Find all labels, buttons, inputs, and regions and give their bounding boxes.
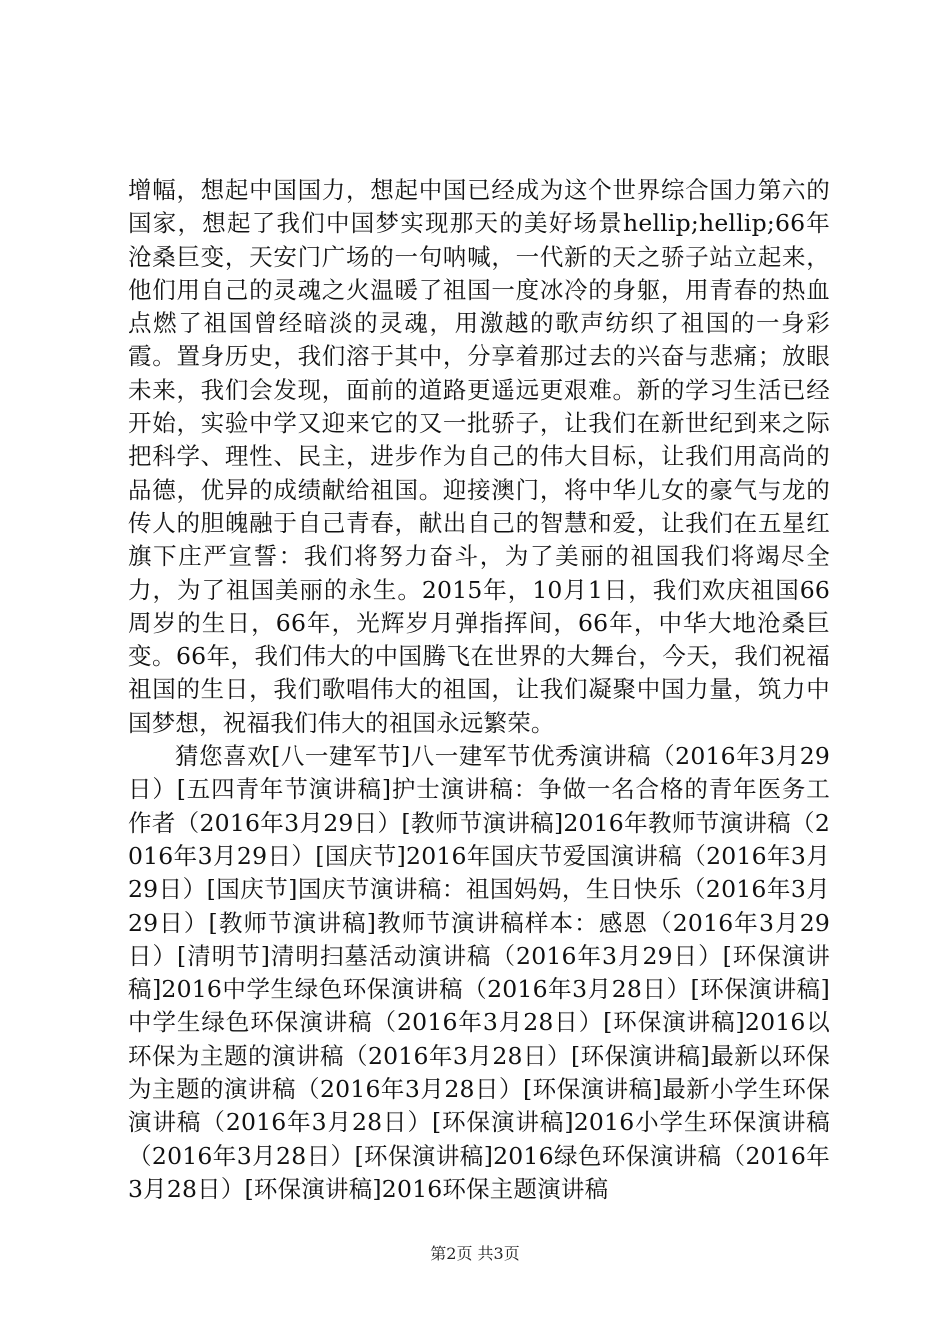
document-body [128,174,830,1206]
page-footer: 第2页 共3页 [430,1244,520,1263]
body-paragraph-recommendations: 猜您喜欢[八一建军节]八一建军节优秀演讲稿（2016年3月29日）[五四青年节演讲稿]护士演讲稿：争做一名合格的青年医务工作者（2016年3月29日）[教师节演讲稿]2016年教师节演讲稿（2016年3月29日）[国庆节]2016年国庆节爱国演讲稿（2016年3月29日）[国庆节]国庆节演讲稿：祖国妈妈，生日快乐（2016年3月29日）[教师节演讲稿]教师节演讲稿样本：感恩（2016年3月29日）[清明节]清明扫墓活动演讲稿（2016年3月29日）[环保演讲稿]2016中学生绿色环保演讲稿（2016年3月28日）[环保演讲稿]中学生绿色环保演讲稿（2016年3月28日）[环保演讲稿]2016以环保为主题的演讲稿（2016年3月28日）[环保演讲稿]最新以环保为主题的演讲稿（2016年3月28日）[环保演讲稿]最新小学生环保演讲稿（2016年3月28日）[环保演讲稿]2016小学生环保演讲稿（2016年3月28日）[环保演讲稿]2016绿色环保演讲稿（2016年3月28日）[环保演讲稿]2016环保主题演讲稿 [128,742,830,1203]
body-paragraph-speech: 增幅，想起中国国力，想起中国已经成为这个世界综合国力第六的国家，想起了我们中国梦实现那天的美好场景hellip;hellip;66年沧桑巨变，天安门广场的一句呐喊，一代新的天之骄子站立起来，他们用自己的灵魂之火温暖了祖国一度冰冷的身躯，用青春的热血点燃了祖国曾经暗淡的灵魂，用激越的歌声纺织了祖国的一身彩霞。置身历史，我们溶于其中，分享着那过去的兴奋与悲痛；放眼未来，我们会发现，面前的道路更遥远更艰难。新的学习生活已经开始，实验中学又迎来它的又一批骄子，让我们在新世纪到来之际把科学、理性、民主，进步作为自己的伟大目标，让我们用高尚的品德，优异的成绩献给祖国。迎接澳门，将中华儿女的豪气与龙的传人的胆魄融于自己青春，献出自己的智慧和爱，让我们在五星红旗下庄严宣誓：我们将努力奋斗，为了美丽的祖国我们将竭尽全力，为了祖国美丽的永生。2015年，10月1日，我们欢庆祖国66周岁的生日，66年，光辉岁月弹指挥间，66年，中华大地沧桑巨变。66年，我们伟大的中国腾飞在世界的大舞台，今天，我们祝福祖国的生日，我们歌唱伟大的祖国，让我们凝聚中国力量，筑力中国梦想，祝福我们伟大的祖国永远繁荣。 [128,176,830,737]
